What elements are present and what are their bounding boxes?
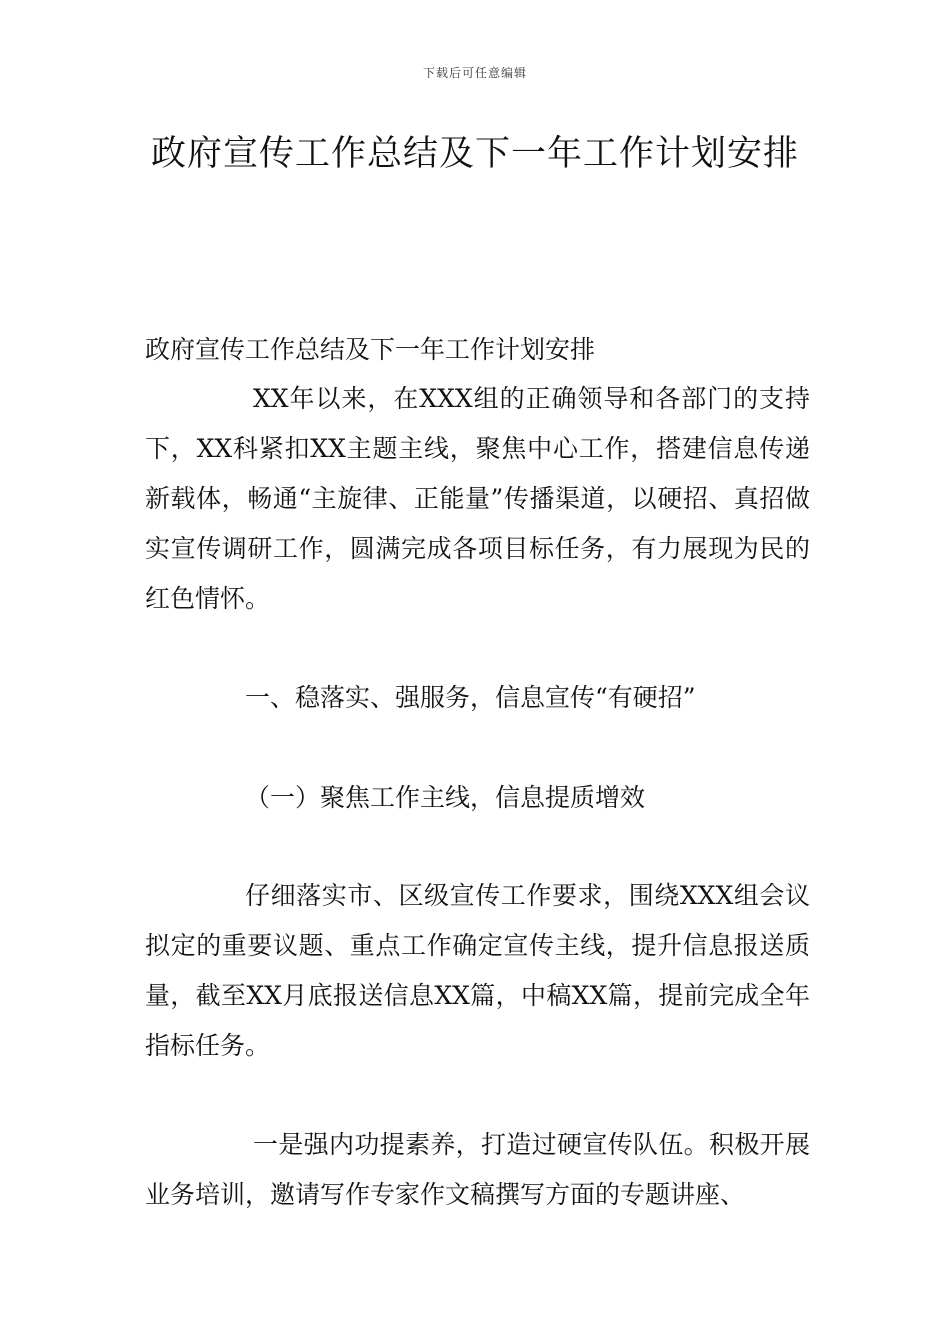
document-subtitle: 政府宣传工作总结及下一年工作计划安排 [145, 335, 596, 364]
body-paragraph: 仔细落实市、区级宣传工作要求，围绕XXX组会议拟定的重要议题、重点工作确定宣传主线，提升信息报送质量，截至XX月底报送信息XX篇，中稿XX篇，提前完成全年指标任务。 [145, 881, 810, 1060]
section-heading: 一、稳落实、强服务，信息宣传“有硬招” [245, 683, 696, 712]
body-paragraph: 一是强内功提素养，打造过硬宣传队伍。积极开展业务培训，邀请写作专家作文稿撰写方面的专题讲座、 [145, 1130, 810, 1209]
subsection-heading: （一）聚焦工作主线，信息提质增效 [245, 783, 646, 812]
document-title: 政府宣传工作总结及下一年工作计划安排 [150, 134, 799, 174]
intro-paragraph: XX年以来，在XXX组的正确领导和各部门的支持下，XX科紧扣XX主题主线，聚焦中心工作，搭建信息传递新载体，畅通“主旋律、正能量”传播渠道，以硬招、真招做实宣传调研工作，圆满完成各项目标任务，有力展现为民的红色情怀。 [145, 384, 810, 613]
download-note: 下载后可任意编辑 [422, 66, 527, 80]
